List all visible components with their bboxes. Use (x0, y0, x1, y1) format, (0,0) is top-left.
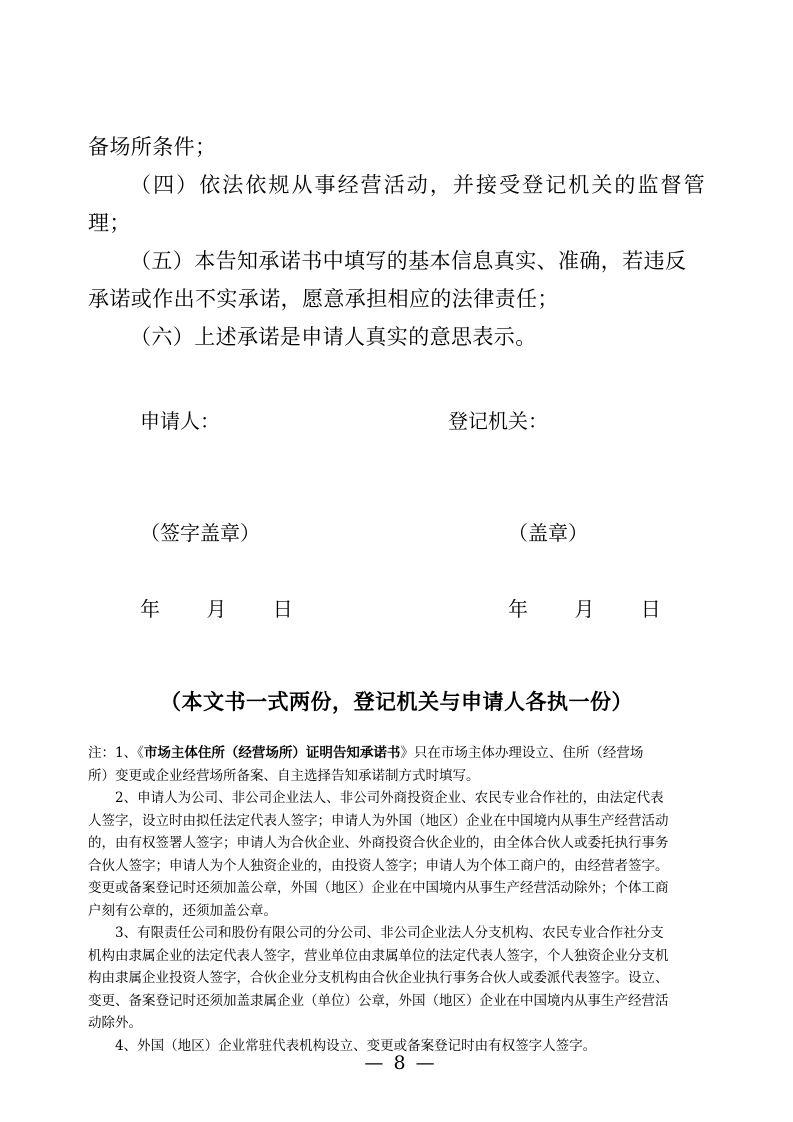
note-text: 4、外国（地区）企业常驻代表机构设立、变更或备案登记时由有权签字人签字。 (115, 1037, 597, 1054)
authority-date-line: 年 月 日 (508, 597, 681, 621)
note-text: 的，由有权签署人签字；申请人为合伙企业、外商投资合伙企业的，由全体合伙人或委托执行事务 (88, 835, 669, 851)
note-line (88, 765, 705, 788)
note-line (88, 900, 705, 923)
note-text: 构由隶属企业投资人签字，合伙企业分支机构由合伙企业执行事务合伙人或委派代表签字。设立、 (88, 970, 669, 986)
note-text: 户刻有公章的，还须加盖公章。 (88, 902, 277, 919)
date-row (88, 592, 705, 626)
note-line (88, 810, 705, 833)
note-text: 注：1、《 (88, 745, 144, 761)
note-text: 变更或备案登记时还须加盖公章，外国（地区）企业在中国境内从事生产经营活动除外；个体工商 (88, 880, 669, 896)
body-paragraph-block (88, 0, 705, 356)
note-text: 人签字，设立时由拟任法定代表人签字；申请人为外国（地区）企业在中国境内从事生产经营活动 (88, 812, 669, 829)
notes-block (88, 742, 705, 1057)
applicant-stamp-label: （签字盖章） (140, 521, 260, 545)
note-text: 合伙人签字；申请人为个人独资企业的，由投资人签字；申请人为个体工商户的，由经营者签字。 (88, 857, 669, 874)
note-line (88, 967, 705, 990)
applicant-label: 申请人： (140, 409, 220, 433)
note-line (88, 877, 705, 900)
stamp-row (88, 516, 705, 550)
note-line (88, 832, 705, 855)
page-footer (0, 1052, 793, 1074)
note-text: 动除外。 (88, 1015, 142, 1031)
note-line (88, 855, 705, 878)
body-line: 承诺或作出不实承诺，愿意承担相应的法律责任； (88, 287, 559, 311)
signature-row (88, 404, 705, 438)
note-text: 3、有限责任公司和股份有限公司的分公司、非公司企业法人分支机构、农民专业合作社分支 (115, 925, 664, 941)
note-text: 2、申请人为公司、非公司企业法人、非公司外商投资企业、农民专业合作社的，由法定代表 (115, 790, 664, 806)
note-text: 变更、备案登记时还须加盖隶属企业（单位）公章，外国（地区）企业在中国境内从事生产经营活 (88, 992, 669, 1009)
note-line (88, 922, 705, 945)
body-line: （四）依法依规从事经营活动，并接受登记机关的监督管理； (88, 173, 705, 235)
page-number: — 8 — (364, 1052, 437, 1074)
copies-note: （本文书一式两份，登记机关与申请人各执一份） (160, 689, 633, 714)
applicant-date-line: 年 月 日 (140, 597, 313, 621)
body-line: （五）本告知承诺书中填写的基本信息真实、准确，若违反 (130, 249, 687, 273)
authority-label: 登记机关： (448, 409, 548, 433)
note-line (88, 945, 705, 968)
note-line (88, 787, 705, 810)
note-line (88, 1012, 705, 1035)
note-line (88, 742, 705, 765)
note-text: 机构由隶属企业的法定代表人签字，营业单位由隶属单位的法定代表人签字，个人独资企业分支机 (88, 947, 669, 964)
authority-stamp-label: （盖章） (508, 521, 588, 545)
note-text: 所）变更或企业经营场所备案、自主选择告知承诺制方式时填写。 (88, 767, 480, 784)
note-title-emphasis: 市场主体住所（经营场所）证明告知承诺书 (143, 745, 401, 761)
body-line: （六）上述承诺是申请人真实的意思表示。 (130, 325, 537, 349)
note-line (88, 990, 705, 1013)
body-line: 备场所条件； (88, 135, 217, 159)
note-text: 》只在市场主体办理设立、住所（经营场 (400, 745, 644, 761)
